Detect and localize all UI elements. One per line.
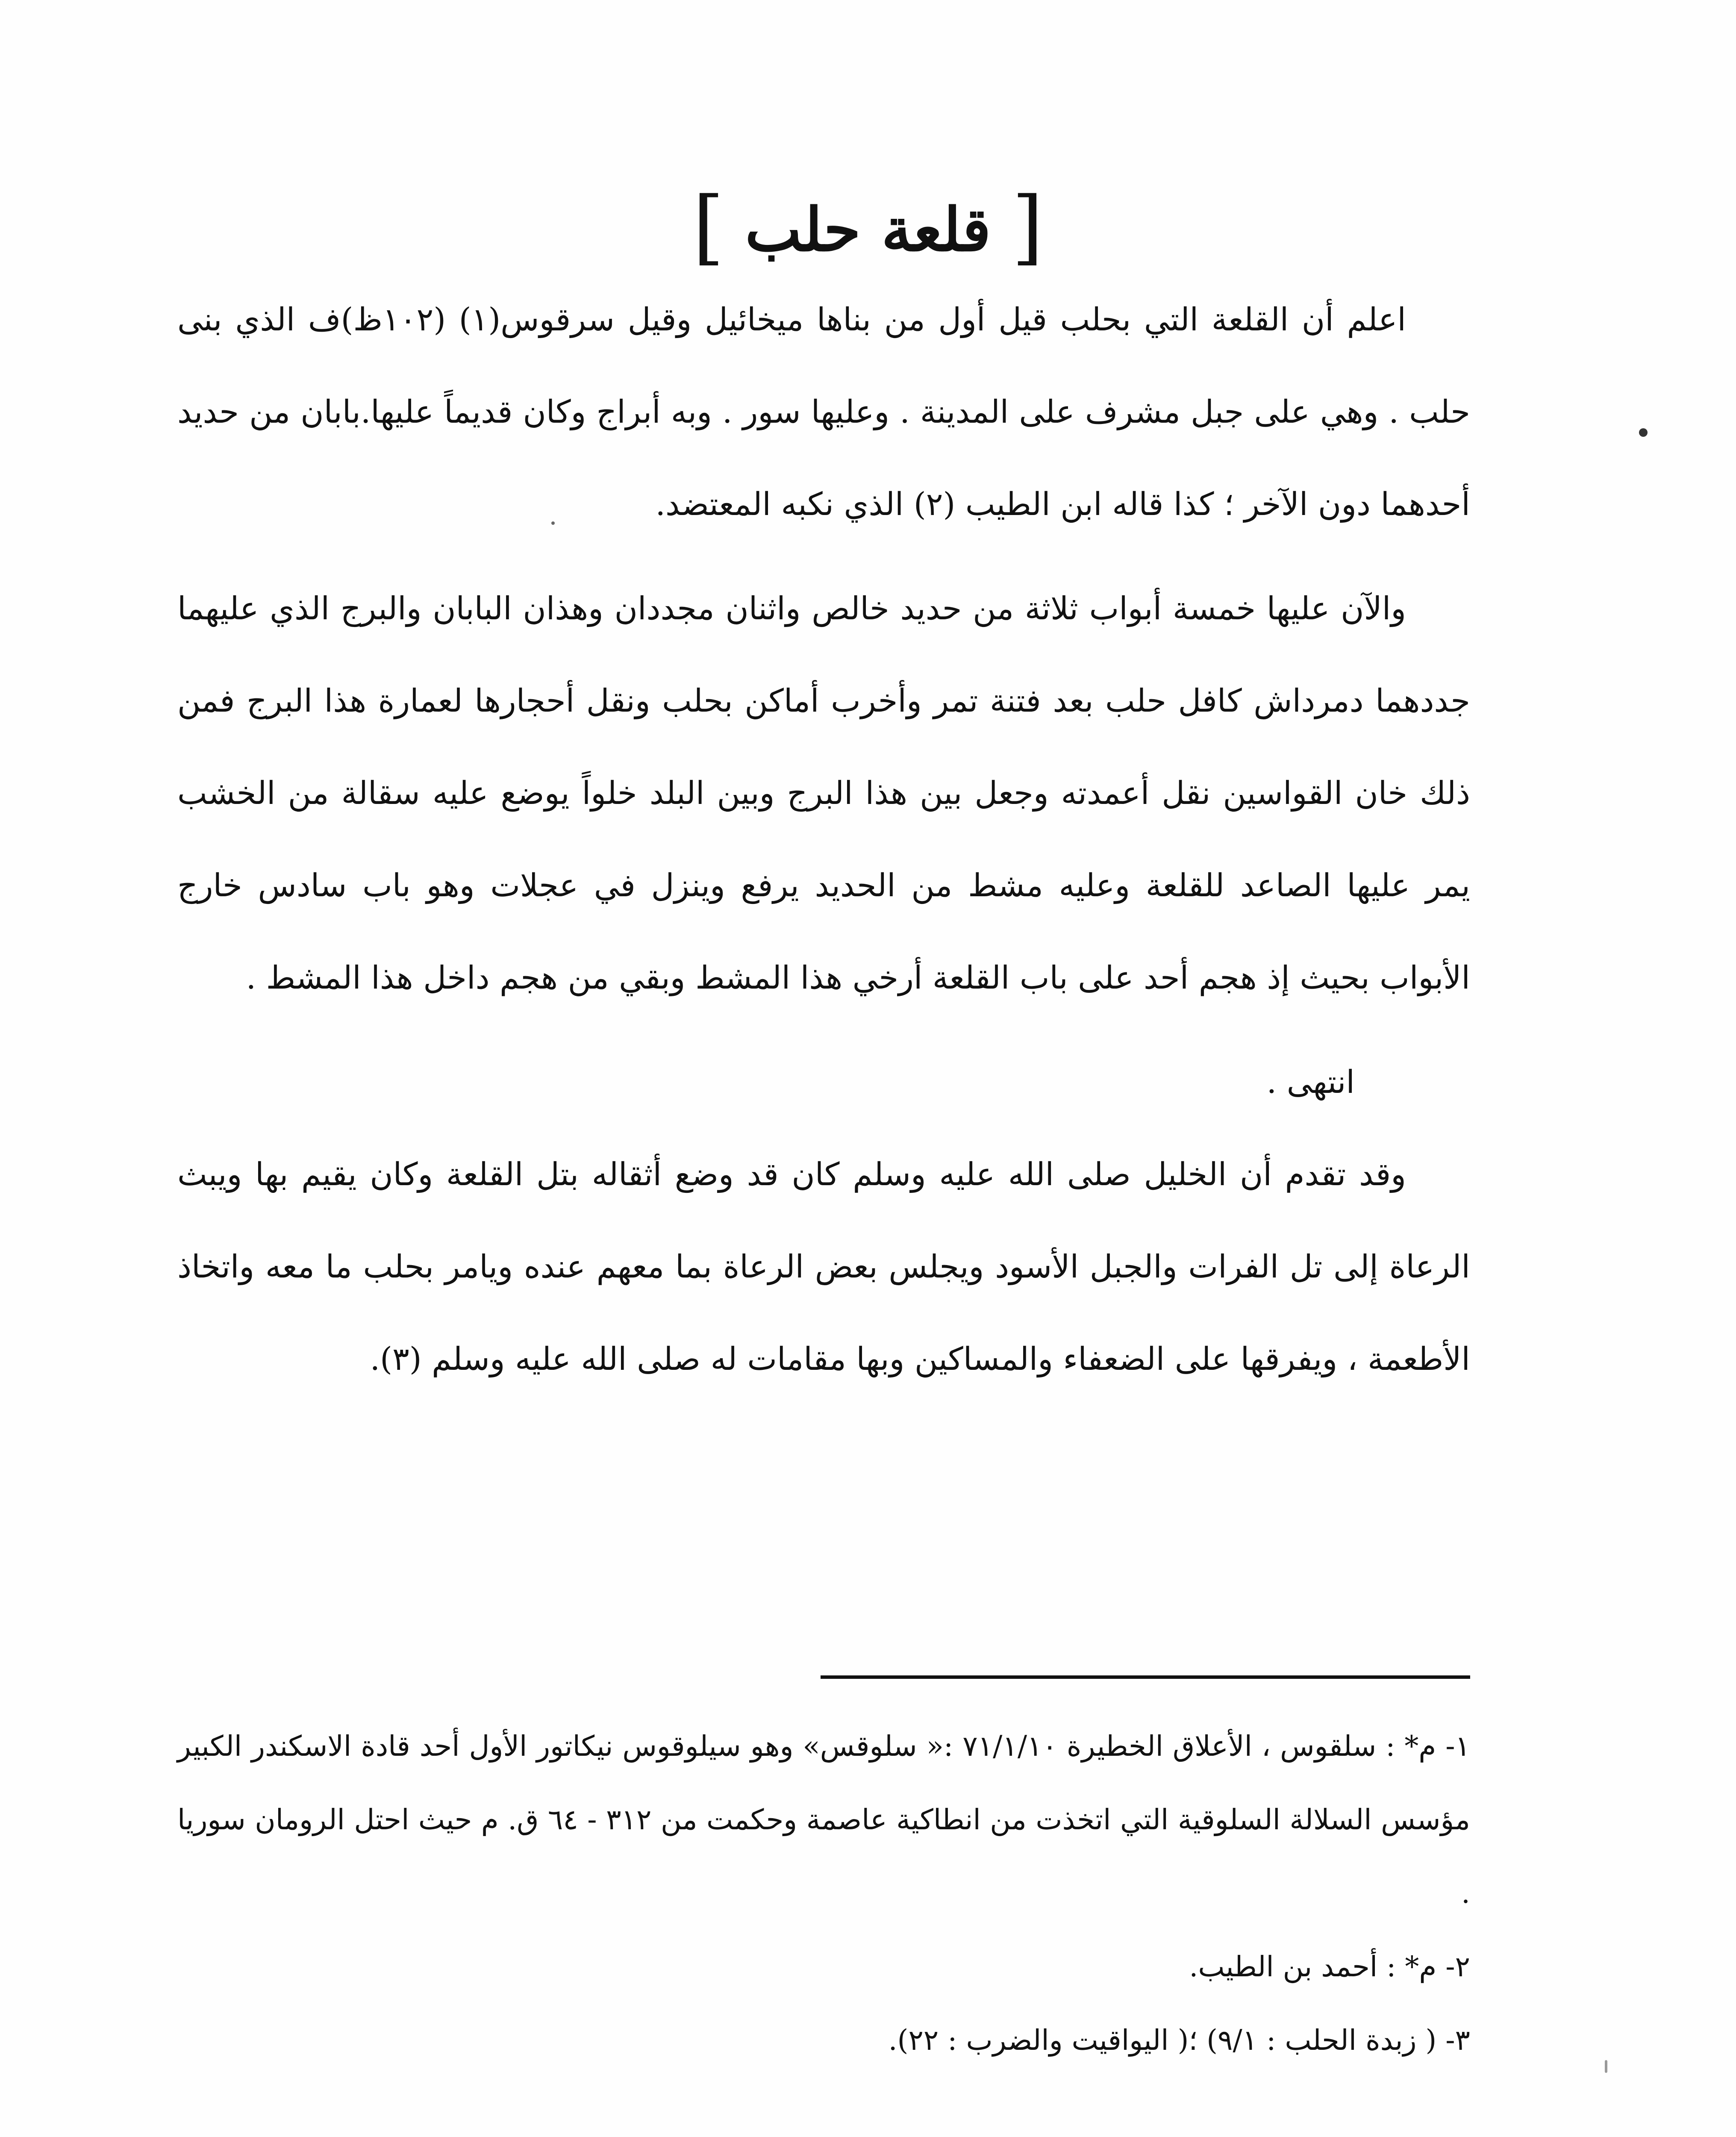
title-text: قلعة حلب bbox=[745, 195, 991, 265]
chapter-title bbox=[0, 180, 1736, 274]
paragraph-castle-founding: اعلم أن القلعة التي بحلب قيل أول من بناها ميخائيل وقيل سرقوس(١) (١٠٢ظ)ف الذي بنى حلب . وهي على جبل مشرف على المدينة . وعليها سور . وبه أبراج وكان قديماً عليها.بابان من حديد أحدهما دون الآخر ؛ كذا قاله ابن الطيب (٢) الذي نكبه المعتضد. bbox=[177, 301, 1470, 523]
footnotes bbox=[177, 1710, 1470, 2077]
footnote-separator bbox=[821, 1675, 1470, 1679]
main-text bbox=[177, 274, 1470, 1405]
scan-speck bbox=[551, 521, 555, 525]
footnote-3: ٣- ( زبدة الحلب : ٩/١) ؛( اليواقيت والضرب : ٢٢). bbox=[888, 2024, 1470, 2057]
paragraph-castle-gates: والآن عليها خمسة أبواب ثلاثة من حديد خالص واثنان مجددان وهذان البابان والبرج الذي عليهما جددهما دمرداش كافل حلب بعد فتنة تمر وأخرب أماكن بحلب ونقل أحجارها لعمارة هذا البرج فمن ذلك خان القواسين نقل أعمدته وجعل بين هذا البرج وبين البلد خلواً يوضع عليه سقالة من الخشب يمر عليها الصاعد للقلعة وعليه مشط من الحديد يرفع وينزل في عجلات وهو باب سادس خارج الأبواب بحيث إذ هجم أحد على باب القلعة أرخي هذا المشط وبقي من هجم داخل هذا المشط . bbox=[177, 590, 1470, 996]
title-bracket-close: ] bbox=[692, 180, 724, 274]
paragraph-end-marker: انتهى . bbox=[1266, 1064, 1355, 1101]
scan-speck bbox=[1639, 428, 1648, 437]
paragraph-khalil: وقد تقدم أن الخليل صلى الله عليه وسلم كان قد وضع أثقاله بتل القلعة وكان يقيم بها ويبث الرعاة إلى تل الفرات والجبل الأسود ويجلس بعض الرعاة بما معهم عنده ويامر بحلب ما معه واتخاذ الأطعمة ، ويفرقها على الضعفاء والمساكين وبها مقامات له صلى الله عليه وسلم (٣). bbox=[177, 1156, 1470, 1378]
footnote-2: ٢- م* : أحمد بن الطيب. bbox=[1189, 1950, 1470, 1983]
title-bracket-open: [ bbox=[1012, 180, 1044, 274]
scan-speck bbox=[1605, 2060, 1607, 2073]
footnote-1: ١- م* : سلقوس ، الأعلاق الخطيرة ٧١/١/١٠ :« سلوقس» وهو سيلوقوس نيكاتور الأول أحد قادة الاسكندر الكبير مؤسس السلالة السلوقية التي اتخذت من انطاكية عاصمة وحكمت من ٣١٢ - ٦٤ ق. م حيث احتل الرومان سوريا . bbox=[177, 1730, 1470, 1910]
